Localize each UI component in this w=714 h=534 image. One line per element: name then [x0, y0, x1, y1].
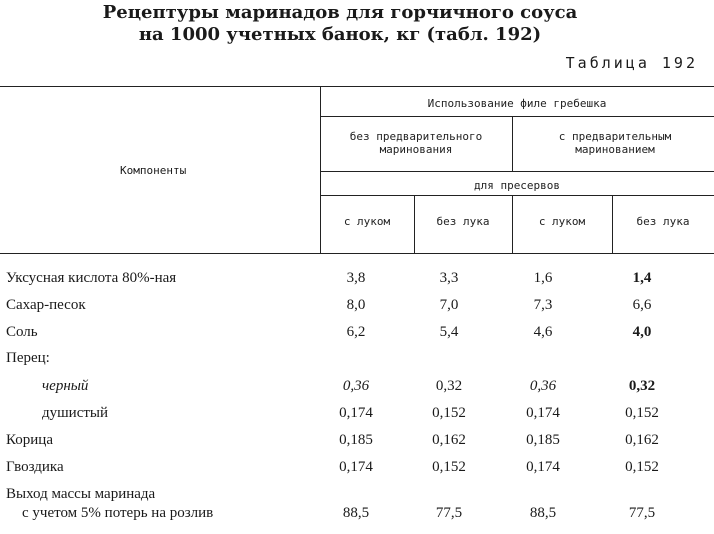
- row-label: Уксусная кислота 80%-ная: [6, 270, 177, 286]
- cell: 0,152: [432, 405, 466, 421]
- row-label: душистый: [42, 405, 109, 421]
- cell: 1,4: [632, 270, 652, 286]
- cell: 6,2: [346, 324, 366, 340]
- table-row: [0, 405, 714, 431]
- cell: 3,3: [439, 270, 459, 286]
- cell: 0,32: [628, 378, 656, 394]
- preserves-rule: [320, 195, 714, 196]
- group-rule: [320, 116, 714, 117]
- cell: 4,6: [533, 324, 553, 340]
- cell: 0,174: [339, 459, 373, 475]
- header-bottom-rule: [0, 253, 714, 254]
- subgroup-divider: [512, 116, 513, 171]
- row-label: с учетом 5% потерь на розлив: [22, 505, 214, 521]
- cell: 0,185: [526, 432, 560, 448]
- cell: 0,174: [526, 459, 560, 475]
- cell: 88,5: [529, 505, 557, 521]
- cell: 3,8: [346, 270, 366, 286]
- title-line-1: Рецептуры маринадов для горчичного соуса: [102, 2, 578, 23]
- cell: 0,152: [625, 459, 659, 475]
- cell: 0,162: [432, 432, 466, 448]
- col-header-4: без лука: [636, 215, 690, 228]
- cell: 0,36: [529, 378, 557, 394]
- subgroup-header-1: без предварительного маринования: [349, 130, 483, 156]
- col-header-2: без лука: [436, 215, 490, 228]
- table-row: [0, 324, 714, 350]
- table-row: [0, 297, 714, 323]
- table-row: [0, 350, 714, 376]
- row-label: Соль: [6, 324, 38, 340]
- cell: 0,36: [342, 378, 370, 394]
- col-header-3: с луком: [538, 215, 586, 228]
- table-row: [0, 378, 714, 404]
- cell: 0,185: [339, 432, 373, 448]
- cell: 77,5: [435, 505, 463, 521]
- cell: 8,0: [346, 297, 366, 313]
- subgroup-rule: [320, 171, 714, 172]
- row-label: Перец:: [6, 350, 50, 366]
- row-label: черный: [42, 378, 89, 394]
- cell: 88,5: [342, 505, 370, 521]
- cell: 0,174: [526, 405, 560, 421]
- row-label: Гвоздика: [6, 459, 64, 475]
- group-header: Использование филе гребешка: [427, 97, 607, 110]
- row-label: Выход массы маринада: [6, 486, 156, 502]
- cell: 0,162: [625, 432, 659, 448]
- cell: 0,174: [339, 405, 373, 421]
- col-header-1: с луком: [343, 215, 391, 228]
- document-title: [0, 2, 680, 46]
- cell: 0,152: [432, 459, 466, 475]
- subgroup-header-2: с предварительным маринованием: [558, 130, 672, 156]
- table-row: [0, 270, 714, 296]
- row-label: Корица: [6, 432, 53, 448]
- cell: 0,152: [625, 405, 659, 421]
- cell: 7,0: [439, 297, 459, 313]
- table-top-rule: [0, 86, 714, 87]
- components-header: Компоненты: [120, 164, 187, 177]
- cell: 77,5: [628, 505, 656, 521]
- cell: 7,3: [533, 297, 553, 313]
- table-row: [0, 432, 714, 458]
- cell: 1,6: [533, 270, 553, 286]
- table-row: [0, 486, 714, 506]
- cell: 4,0: [632, 324, 652, 340]
- preserves-header: для пресервов: [473, 179, 561, 192]
- title-line-2: на 1000 учетных банок, кг (табл. 192): [138, 24, 542, 45]
- cell: 5,4: [439, 324, 459, 340]
- table-row: [0, 505, 714, 531]
- row-label: Сахар-песок: [6, 297, 86, 313]
- table-row: [0, 459, 714, 485]
- cell: 6,6: [632, 297, 652, 313]
- table-label: Таблица 192: [565, 54, 698, 72]
- cell: 0,32: [435, 378, 463, 394]
